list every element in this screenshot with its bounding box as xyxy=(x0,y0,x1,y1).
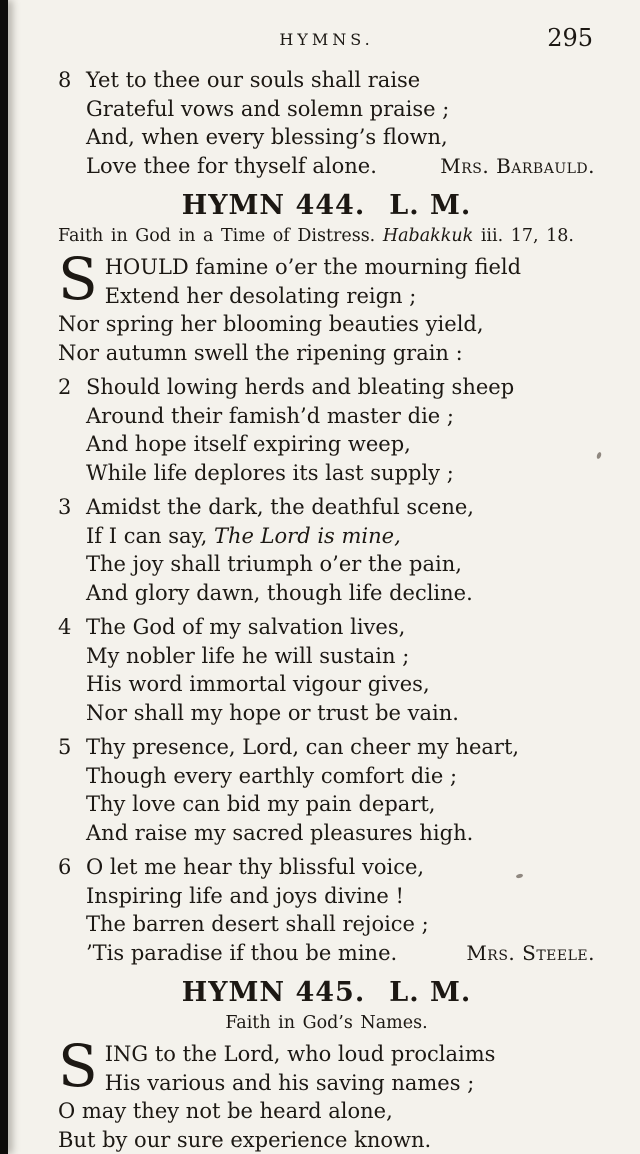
stanza-number: 4 xyxy=(58,615,72,639)
hymn-444-stanza-5 xyxy=(58,733,595,847)
verse-text: Nor autumn swell the ripening grain : xyxy=(58,340,463,365)
verse-text: Amidst the dark, the deathful scene, xyxy=(86,495,474,519)
verse-line: My nobler life he will sustain ; xyxy=(86,643,410,668)
closing-stanza xyxy=(58,66,595,180)
hymn-444-subtitle xyxy=(58,225,595,247)
page-number: 295 xyxy=(547,24,593,52)
verse-text: Love thee for thyself alone. xyxy=(86,153,377,178)
hymn-meter: L. M. xyxy=(389,190,472,221)
verse-line xyxy=(58,66,595,95)
verse-line xyxy=(58,853,595,882)
verse-line xyxy=(58,373,595,402)
hymn-444-stanza-1 xyxy=(58,245,595,367)
verse-text: His various and his saving names ; xyxy=(104,1070,475,1095)
verse-line: Thy love can bid my pain depart, xyxy=(86,792,436,816)
verse-line: Inspiring life and joys divine ! xyxy=(86,883,404,908)
stanza-number: 8 xyxy=(58,68,72,92)
verse-line: And, when every blessing’s flown, xyxy=(86,125,448,149)
stanza-number: 2 xyxy=(58,375,72,399)
verse-text: The God of my salvation lives, xyxy=(86,615,406,639)
verse-line: And glory dawn, though life decline. xyxy=(86,580,473,605)
author-attribution: Mrs. Barbauld. xyxy=(440,153,595,178)
hymn-444-stanza-2 xyxy=(58,373,595,487)
verse-line: Grateful vows and solemn praise ; xyxy=(86,96,450,121)
stanza-number: 5 xyxy=(58,735,72,759)
verse-line xyxy=(58,493,595,522)
verse-text-italic: The Lord is mine, xyxy=(213,523,401,548)
verse-text: Extend her desolating reign ; xyxy=(104,283,417,308)
verse-text: O may they not be heard alone, xyxy=(58,1099,393,1123)
stanza-number: 3 xyxy=(58,495,72,519)
verse-line xyxy=(58,939,595,968)
hymn-meter: L. M. xyxy=(389,977,472,1008)
hymn-444-stanza-6 xyxy=(58,853,595,967)
verse-text: O let me hear thy blissful voice, xyxy=(86,855,425,879)
verse-line: And hope itself expiring weep, xyxy=(86,432,411,456)
hymn-445-subtitle: Faith in God’s Names. xyxy=(225,1013,428,1033)
drop-cap: S xyxy=(58,1032,98,1100)
running-head-title: HYMNS. xyxy=(279,30,374,49)
scripture-ref-verses: iii. 17, 18. xyxy=(480,226,574,246)
subtitle-text: Faith in God in a Time of Distress. xyxy=(58,226,376,246)
verse-line: And raise my sacred pleasures high. xyxy=(86,820,474,845)
hymn-445-title xyxy=(58,977,595,1008)
hymn-number: HYMN 444. xyxy=(181,190,366,221)
hymn-444-stanza-4 xyxy=(58,613,595,727)
verse-text: HOULD famine o’er the mourning field xyxy=(104,255,522,279)
verse-text: ’Tis paradise if thou be mine. xyxy=(86,940,398,965)
verse-line: While life deplores its last supply ; xyxy=(86,460,454,485)
scripture-ref-book: Habakkuk xyxy=(382,226,474,246)
verse-line: The joy shall triumph o’er the pain, xyxy=(86,552,462,576)
verse-text: ING to the Lord, who loud proclaims xyxy=(104,1042,496,1066)
verse-text: Should lowing herds and bleating sheep xyxy=(86,375,515,399)
drop-cap: S xyxy=(58,245,98,313)
verse-line: The barren desert shall rejoice ; xyxy=(86,912,429,936)
hymn-444-title xyxy=(58,190,595,221)
verse-line xyxy=(58,613,595,642)
hymn-number: HYMN 445. xyxy=(181,977,366,1008)
verse-text: Yet to thee our souls shall raise xyxy=(86,68,421,92)
verse-text: But by our sure experience known. xyxy=(58,1127,432,1152)
hymn-445-stanza-1 xyxy=(58,1032,595,1154)
stanza-number: 6 xyxy=(58,855,72,879)
verse-line: His word immortal vigour gives, xyxy=(86,672,430,696)
verse-text: Nor spring her blooming beauties yield, xyxy=(58,312,484,336)
verse-text: If I can say, xyxy=(86,523,208,548)
verse-line: Around their famish’d master die ; xyxy=(86,403,454,428)
verse-line: Though every earthly comfort die ; xyxy=(86,763,458,788)
author-attribution: Mrs. Steele. xyxy=(466,940,595,965)
verse-text: Thy presence, Lord, can cheer my heart, xyxy=(86,735,520,759)
hymn-444-stanza-3 xyxy=(58,493,595,607)
verse-line xyxy=(58,522,595,551)
running-head xyxy=(58,26,595,60)
verse-line xyxy=(58,152,595,181)
verse-line xyxy=(58,733,595,762)
verse-line: Nor shall my hope or trust be vain. xyxy=(86,700,459,725)
